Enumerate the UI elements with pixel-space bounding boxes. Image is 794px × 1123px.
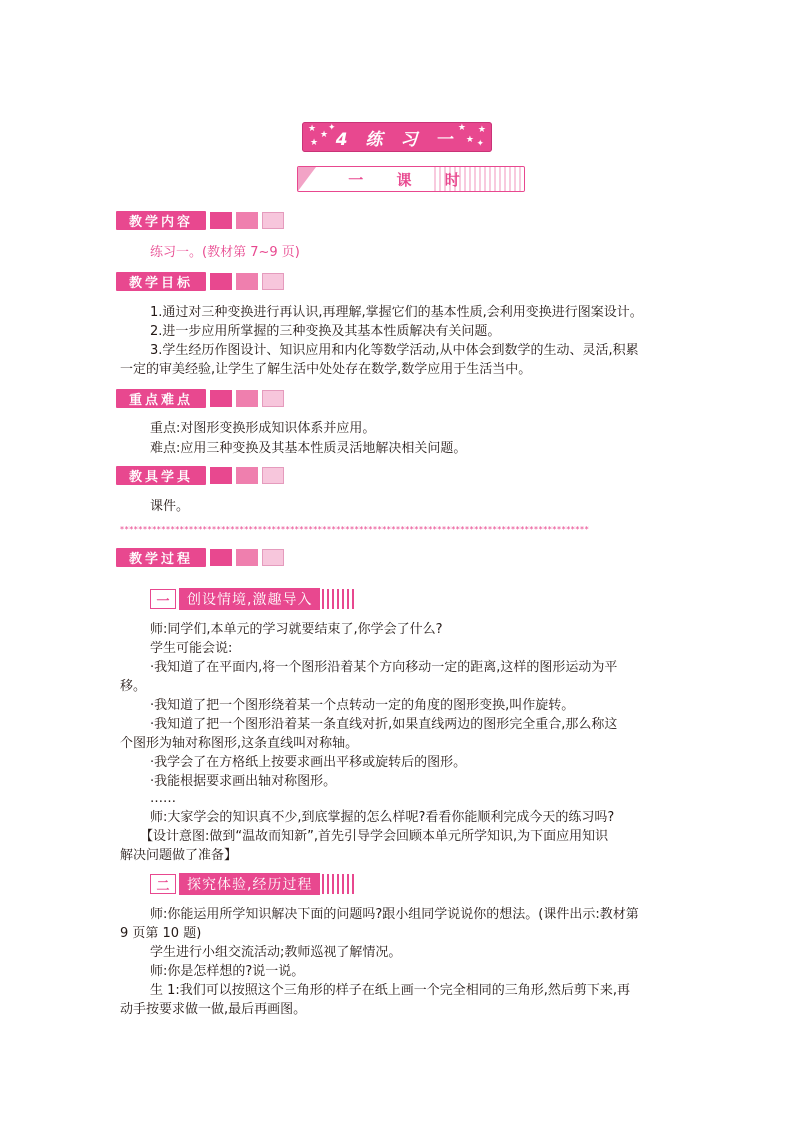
section-header-tools <box>116 466 284 485</box>
decor-square <box>236 390 258 407</box>
star-decoration: ★ ★ ✦ ★ <box>457 123 486 149</box>
paragraph-line: …… <box>150 791 176 806</box>
step-number: 一 <box>150 589 176 609</box>
section-label: 教学内容 <box>116 211 206 230</box>
section-header-content <box>116 211 284 230</box>
paragraph-line: 生 1:我们可以按照这个三角形的样子在纸上画一个完全相同的三角形,然后剪下来,再 <box>150 983 631 998</box>
decor-square <box>262 212 284 229</box>
step-title: 创设情境,激趣导入 <box>179 588 320 610</box>
goal-line: 一定的审美经验,让学生了解生活中处处存在数学,数学应用于生活当中。 <box>120 362 532 377</box>
step-header-1 <box>150 588 356 610</box>
stripe-decoration <box>322 874 356 894</box>
star-decoration: ★ ★ ★ ✦ <box>308 123 336 148</box>
paragraph-line: ·我知道了把一个图形沿着某一条直线对折,如果直线两边的图形完全重合,那么称这 <box>150 717 618 732</box>
design-note-line: 【设计意图:做到“温故而知新”,首先引导学会回顾本单元所学知识,为下面应用知识 <box>140 829 609 844</box>
paragraph-line: 9 页第 10 题) <box>120 926 202 941</box>
step-title: 探究体验,经历过程 <box>179 873 320 895</box>
paragraph-line: 动手按要求做一做,最后再画图。 <box>120 1002 307 1017</box>
difficult-point: 难点:应用三种变换及其基本性质灵活地解决相关问题。 <box>150 441 467 456</box>
decor-square <box>210 273 232 290</box>
section-label: 教学目标 <box>116 272 206 291</box>
decor-square <box>236 212 258 229</box>
page-title: 4 练 习 一 <box>335 129 459 150</box>
paragraph-line: 师:同学们,本单元的学习就要结束了,你学会了什么? <box>150 622 443 637</box>
decor-square <box>210 549 232 566</box>
decor-square <box>236 467 258 484</box>
decor-square <box>262 273 284 290</box>
subtitle-corner-decoration <box>298 167 316 191</box>
section-header-goals <box>116 272 284 291</box>
decor-square <box>210 212 232 229</box>
paragraph-line: ·我知道了在平面内,将一个图形沿着某个方向移动一定的距离,这样的图形运动为平 <box>150 660 618 675</box>
decor-square <box>210 467 232 484</box>
design-note-line: 解决问题做了准备】 <box>120 848 238 863</box>
step-number: 二 <box>150 874 176 894</box>
paragraph-line: 学生可能会说: <box>150 641 233 656</box>
paragraph-line: 师:你能运用所学知识解决下面的问题吗?跟小组同学说说你的想法。(课件出示:教材第 <box>150 907 639 922</box>
goal-line: 3.学生经历作图设计、知识应用和内化等数学活动,从中体会到数学的生动、灵活,积累 <box>150 343 639 358</box>
paragraph-line: 师:你是怎样想的?说一说。 <box>150 964 305 979</box>
decor-square <box>210 390 232 407</box>
decor-square <box>262 390 284 407</box>
lesson-subtitle <box>297 166 525 192</box>
section-header-process <box>116 548 284 567</box>
paragraph-line: 个图形为轴对称图形,这条直线叫对称轴。 <box>120 736 359 751</box>
goal-line: 2.进一步应用所掌握的三种变换及其基本性质解决有关问题。 <box>150 324 501 339</box>
decor-square <box>236 549 258 566</box>
content-text: 练习一。(教材第 7~9 页) <box>150 245 300 260</box>
section-label: 教学过程 <box>116 548 206 567</box>
goal-line: 1.通过对三种变换进行再认识,再理解,掌握它们的基本性质,会利用变换进行图案设计。 <box>150 305 643 320</box>
stripe-decoration <box>322 589 356 609</box>
decor-square <box>262 549 284 566</box>
section-header-key <box>116 389 284 408</box>
paragraph-line: 移。 <box>120 679 147 694</box>
step-header-2 <box>150 873 356 895</box>
decor-square <box>262 467 284 484</box>
paragraph-line: ·我能根据要求画出轴对称图形。 <box>150 774 337 789</box>
paragraph-line: 学生进行小组交流活动;教师巡视了解情况。 <box>150 945 402 960</box>
decor-square <box>236 273 258 290</box>
tools-text: 课件。 <box>150 499 190 514</box>
star-divider: ****************************************************************************************************** <box>120 525 590 534</box>
section-label: 重点难点 <box>116 389 206 408</box>
key-point: 重点:对图形变换形成知识体系并应用。 <box>150 421 376 436</box>
title-banner <box>302 122 492 152</box>
section-label: 教具学具 <box>116 466 206 485</box>
paragraph-line: ·我知道了把一个图形绕着某一个点转动一定的角度的图形变换,叫作旋转。 <box>150 698 575 713</box>
paragraph-line: ·我学会了在方格纸上按要求画出平移或旋转后的图形。 <box>150 755 467 770</box>
subtitle-text: 一 课 时 <box>348 170 474 189</box>
paragraph-line: 师:大家学会的知识真不少,到底掌握的怎么样呢?看看你能顺利完成今天的练习吗? <box>150 810 615 825</box>
